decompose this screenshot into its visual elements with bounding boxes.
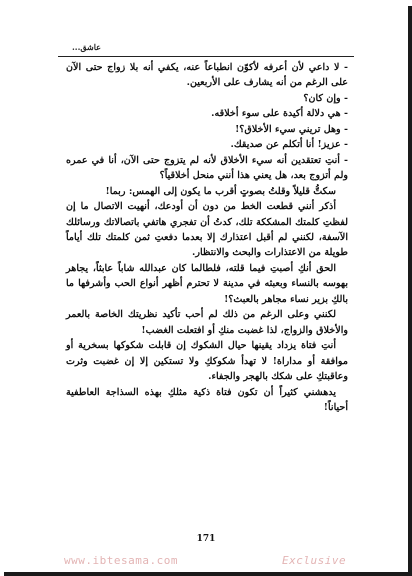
paragraph-10: لكنني وعلى الرغم من ذلك لم أحب تأكيد نظريتك الخاصة بالعمر والأخلاق والزواج، لذا غضبت منكِ أو افتعلت الغضب! [66, 309, 348, 336]
running-head: عاشق... [72, 42, 101, 52]
paragraph-2: - وإن كان؟ [303, 92, 348, 104]
paragraph-1: - لا داعي لأن أعرفه لأكوّن انطباعاً عنه، يكفي أنه بلا زواج حتى الآن على الرغم من أنه يشارف على الأربعين. [66, 62, 348, 89]
paragraph-12: يدهشني كثيراً أن تكون فتاة ذكية مثلكِ بهذه السذاجة العاطفية أحياناً! [66, 386, 348, 413]
paragraph-8: أذكر أنني قطعت الخط من دون أن أودعك، أنهيت الاتصال ما إن لفظتِ كلمتك المشككة تلك، كدتُ أن تفجري هاتفي باتصالاتك ورسائلك الآسفة، لكنني لم أقبل اعتذارك إلا بعدما دفعتِ ثمن كلمتك تلك أياماً طويلة من الاعتذارات والبحث والانتظار. [66, 201, 348, 259]
page-header [0, 42, 412, 54]
paragraph-6: - أنتِ تعتقدين أنه سيء الأخلاق لأنه لم يتزوج حتى الآن، أنا في عمره ولم أتزوج بعد، هل يعني هذا أنني منحل أخلاقياً؟ [66, 154, 348, 182]
watermark-tag: Exclusive [282, 554, 347, 567]
watermark-site: www.ibtesama.com [64, 554, 178, 567]
body-text [66, 60, 348, 415]
paragraph-9: الحق أنكِ أصبتِ فيما قلته، فلطالما كان عبدالله شاباً عابثاً، يجاهر بهوسه بالنساء وبعبثه في مدينة لا تحترم أظهر أنواع الحب وأشرفها ما بالكِ بزير نساء مجاهر بالعبث؟! [66, 262, 348, 305]
paragraph-4: - وهل تريني سيء الأخلاق؟! [235, 123, 348, 135]
page-number: 171 [196, 534, 216, 544]
paragraph-5: - عزيز! أنا أتكلم عن صديقك. [230, 139, 348, 151]
page-shadow-bottom [4, 572, 412, 576]
page-shadow-right [408, 6, 412, 572]
paragraph-11: أنتِ فتاة يزداد يقينها حيال الشكوك إن قابلت شكوكها بسخرية أو موافقة أو مداراة! لا تهدأ شكوككِ ولا تستكين إلا إن غضبت وثرت وعاقبتكِ على شكك بالهجر والجفاء. [66, 340, 348, 383]
paragraph-3: - هي دلالة أكيدة على سوء أخلاقه. [211, 108, 348, 120]
header-rule [58, 56, 354, 57]
paragraph-7: سكتُّ قليلاً وقلتُ بصوتٍ أقرب ما يكون إلى الهمس: ربما! [105, 185, 336, 197]
